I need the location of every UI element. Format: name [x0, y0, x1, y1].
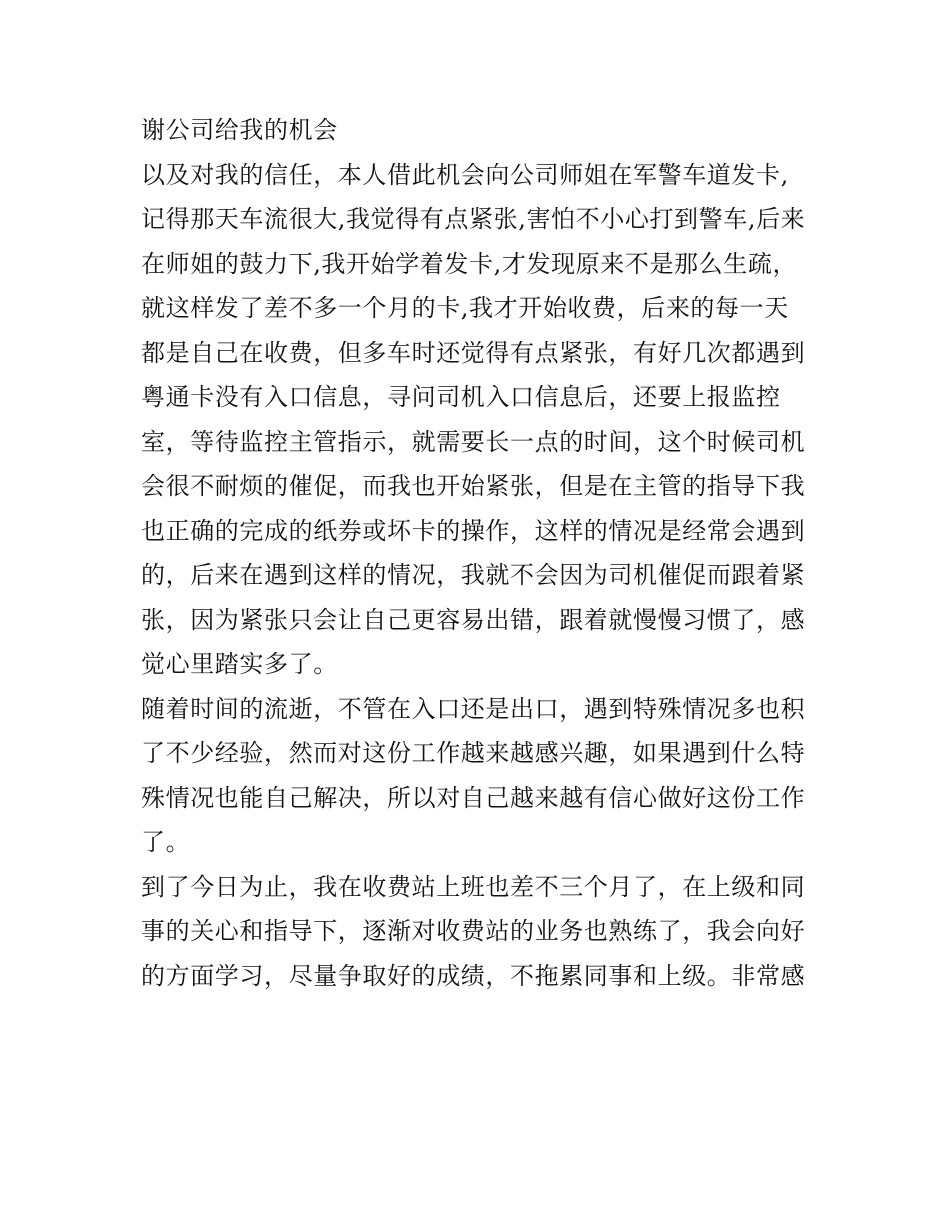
document-body: [141, 108, 821, 998]
text-line: 以及对我的信任，本人借此机会向公司师姐在军警车道发卡,: [141, 160, 789, 189]
text-line: 的方面学习，尽量争取好的成绩，不拖累同事和上级。非常感: [141, 961, 806, 990]
text-line: 室，等待监控主管指示，就需要长一点的时间，这个时候司机: [141, 427, 806, 456]
text-line: 就这样发了差不多一个月的卡,我才开始收费，后来的每一天: [141, 294, 789, 322]
text-line: 也正确的完成的纸券或坏卡的操作，这样的情况是经常会遇到: [141, 516, 806, 545]
text-line: 会很不耐烦的催促，而我也开始紧张，但是在主管的指导下我: [141, 472, 806, 500]
text-line: 殊情况也能自己解决，所以对自己越来越有信心做好这份工作: [141, 783, 806, 812]
text-line: 的，后来在遇到这样的情况，我就不会因为司机催促而跟着紧: [141, 561, 806, 589]
text-line: 觉心里踏实多了。: [141, 650, 338, 678]
text-line: 事的关心和指导下，逐渐对收费站的业务也熟练了，我会向好: [141, 917, 806, 945]
text-line: 谢公司给我的机会: [141, 116, 338, 144]
text-line: 随着时间的流逝，不管在入口还是出口，遇到特殊情况多也积: [141, 694, 806, 723]
text-line: 张，因为紧张只会让自己更容易出错，跟着就慢慢习惯了，感: [141, 605, 806, 634]
text-line: 都是自己在收费，但多车时还觉得有点紧张，有好几次都遇到: [141, 338, 806, 367]
text-line: 了不少经验，然而对这份工作越来越感兴趣，如果遇到什么特: [141, 739, 806, 767]
text-line: 粤通卡没有入口信息，寻问司机入口信息后，还要上报监控: [141, 383, 781, 411]
text-line: 记得那天车流很大,我觉得有点紧张,害怕不小心打到警车,后来: [141, 205, 806, 233]
text-line: 在师姐的鼓力下,我开始学着发卡,才发现原来不是那么生疏，: [141, 249, 798, 278]
text-line: 到了今日为止，我在收费站上班也差不三个月了，在上级和同: [141, 872, 806, 901]
text-line: 了。: [141, 828, 191, 856]
